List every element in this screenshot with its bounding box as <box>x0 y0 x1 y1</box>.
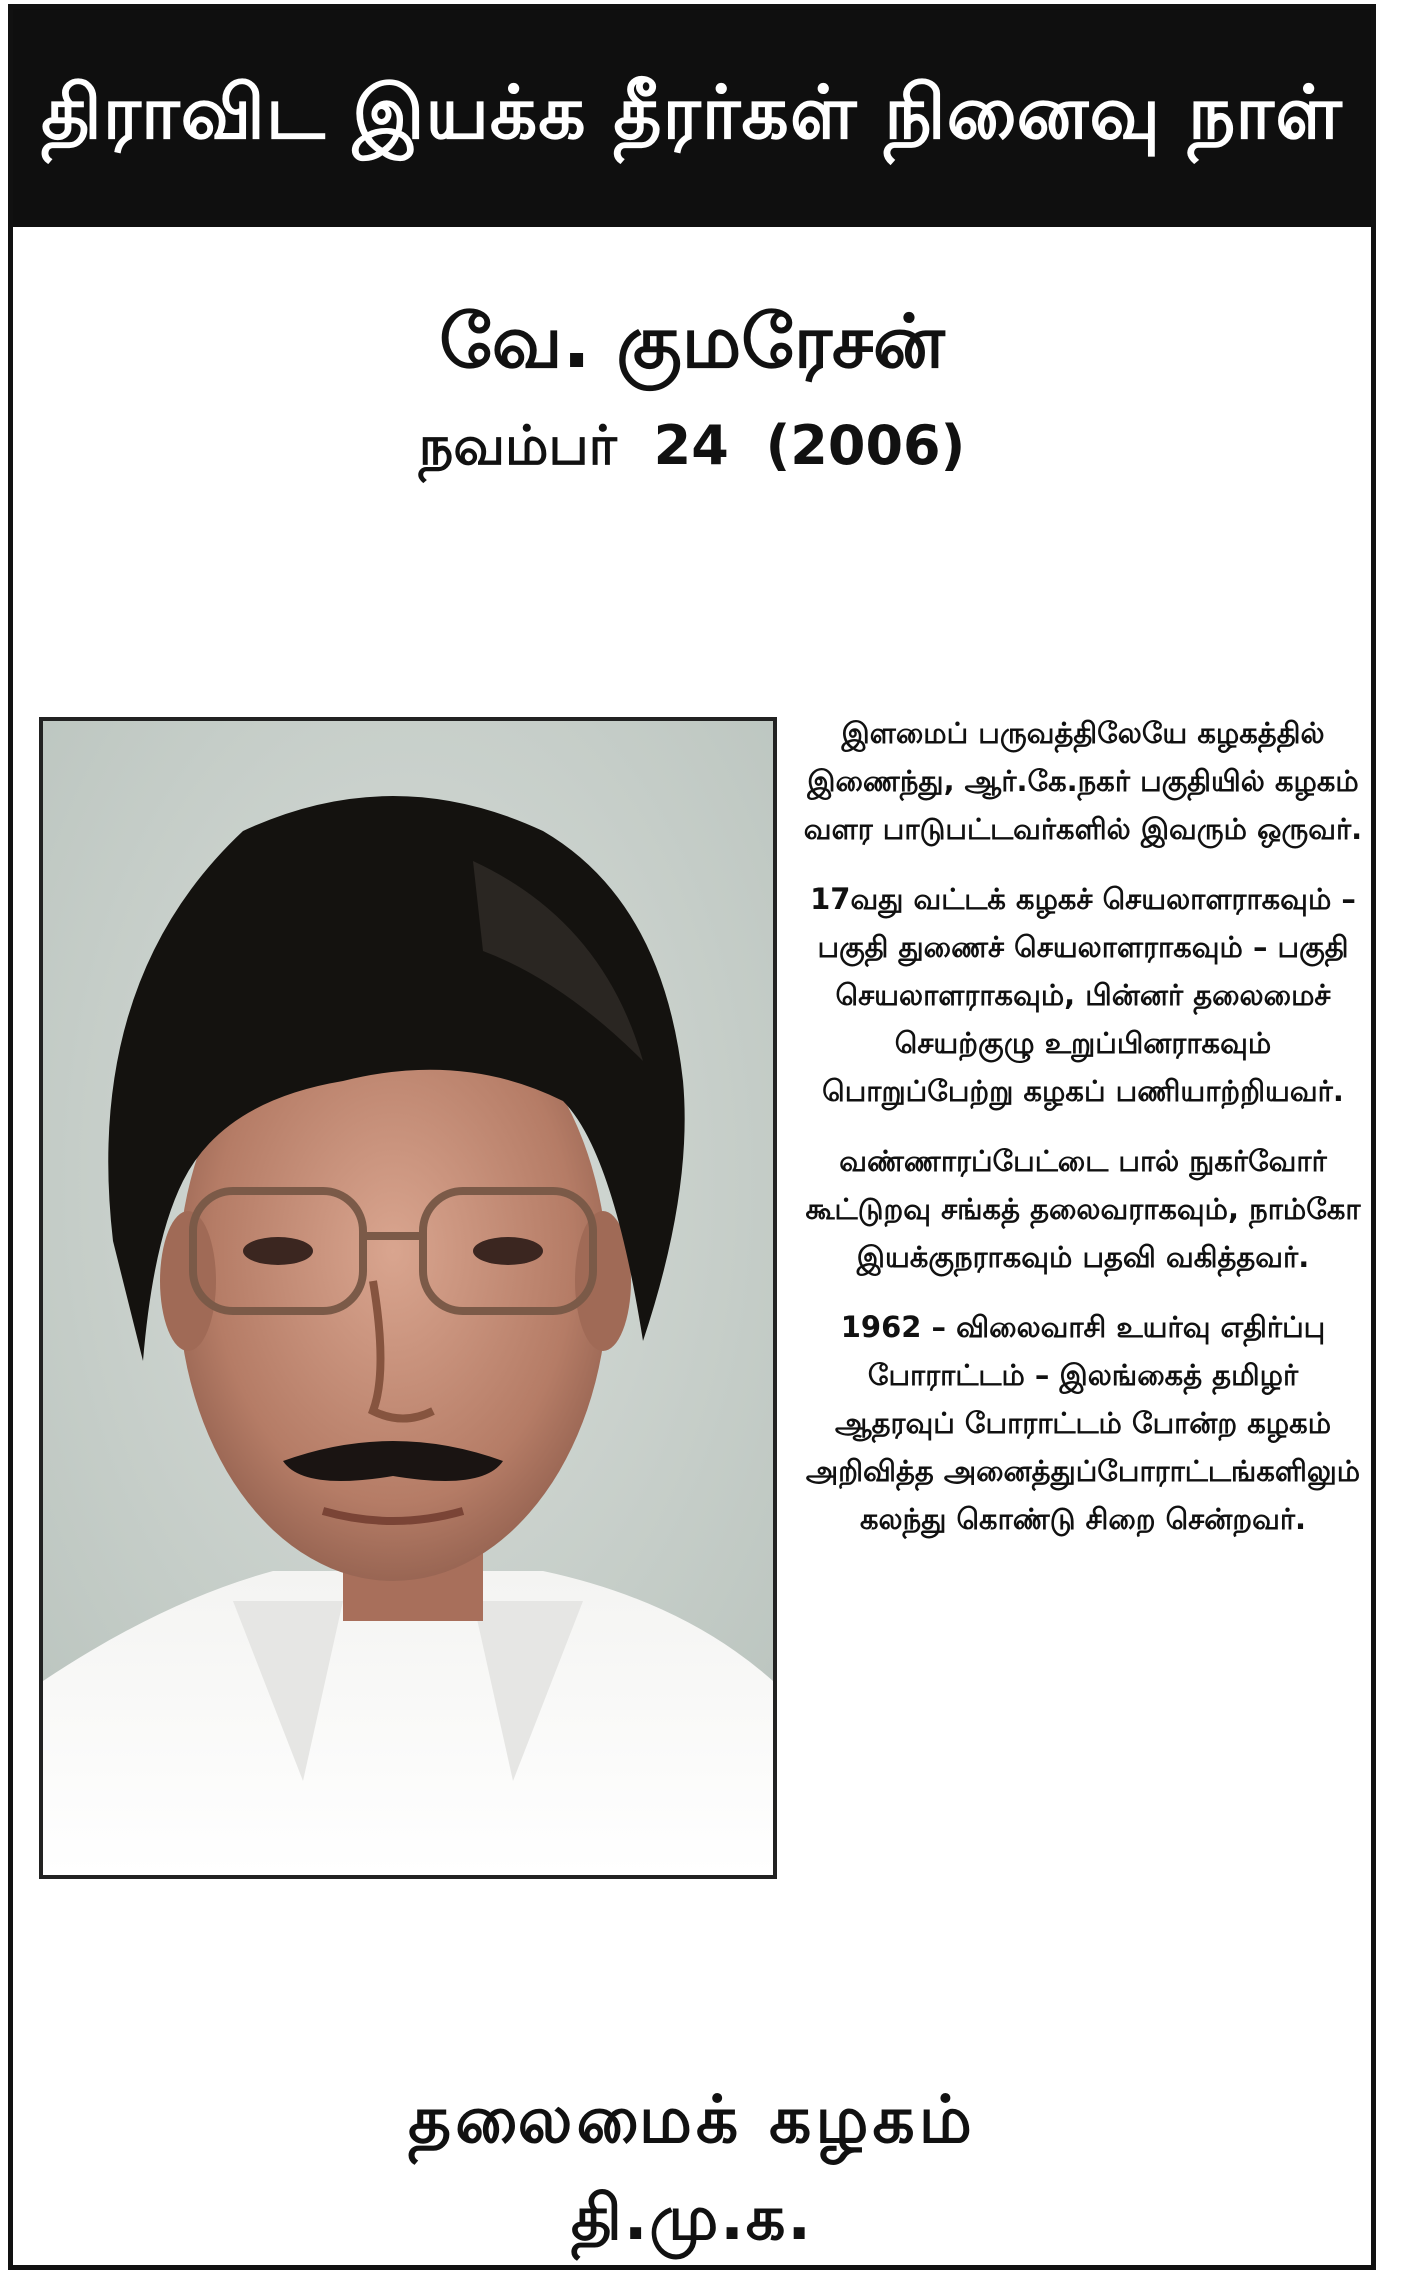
bio-paragraph: 1962 – விலைவாசி உயர்வு எதிர்ப்பு போராட்டம் – இலங்கைத் தமிழர் ஆதரவுப் போராட்டம் போன்ற கழகம் அறிவித்த அனைத்துப்போராட்டங்களிலும் கலந்து கொண்டு சிறை சென்றவர். <box>805 1310 1361 1536</box>
bio-paragraph: 17வது வட்டக் கழகச் செயலாளராகவும் – பகுதி துணைச் செயலாளராகவும் – பகுதி செயலாளராகவும், பின்னர் தலைமைச் செயற்குழு உறுப்பினராகவும் பொறுப்பேற்று கழகப் பணியாற்றியவர். <box>810 882 1356 1108</box>
biography-text <box>803 709 1363 1565</box>
portrait-image <box>43 721 773 1875</box>
person-name: வே. குமரேசன் <box>439 299 945 385</box>
footer-organization: தலைமைக் கழகம் <box>408 2081 976 2158</box>
bio-paragraph: இளமைப் பருவத்திலேயே கழகத்தில் இணைந்து, ஆர்.கே.நகர் பகுதியில் கழகம் வளர பாடுபட்டவர்களில் இவரும் ஒருவர். <box>803 716 1363 846</box>
memorial-date: நவம்பர் 24 (2006) <box>418 414 966 477</box>
bio-paragraph: வண்ணாரப்பேட்டை பால் நுகர்வோர் கூட்டுறவு சங்கத் தலைவராகவும், நாம்கோ இயக்குநராகவும் பதவி வகித்தவர். <box>805 1144 1361 1274</box>
memorial-notice <box>8 4 1376 2270</box>
portrait-photo <box>39 717 777 1879</box>
footer-party: தி.மு.க. <box>571 2181 813 2254</box>
title-banner <box>13 9 1371 227</box>
banner-title: திராவிட இயக்க தீரர்கள் நினைவு நாள் <box>41 70 1343 156</box>
